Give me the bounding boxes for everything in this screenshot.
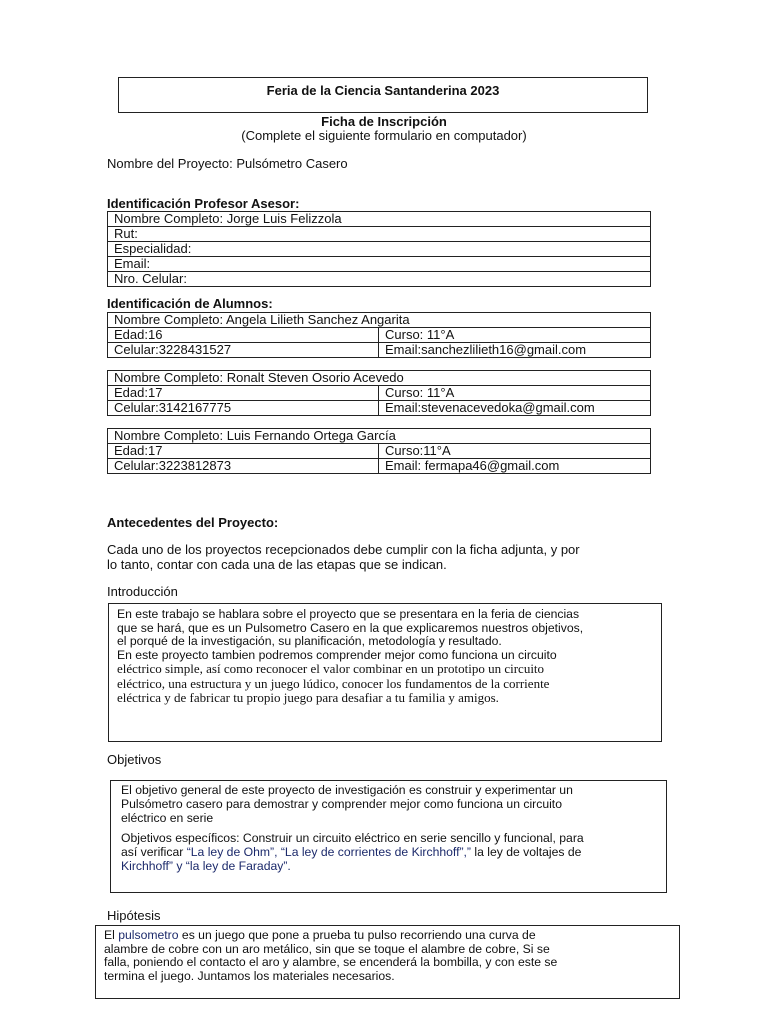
- hypothesis-text-segment: El: [104, 928, 119, 942]
- objective-line: [121, 845, 658, 859]
- objective-laws: “La ley de Ohm”, “La ley de corrientes de Kirchhoff”,”: [186, 845, 471, 859]
- objective-line: El objetivo general de este proyecto de investigación es construir y experimentar un: [121, 783, 573, 797]
- objectives-box: [110, 780, 667, 893]
- introduction-label: Introducción: [107, 584, 178, 599]
- form-title: Ficha de Inscripción: [321, 114, 447, 129]
- advisor-heading: Identificación Profesor Asesor:: [107, 196, 300, 211]
- project-name: Nombre del Proyecto: Pulsómetro Casero: [107, 156, 348, 171]
- student-age-cell: Edad:16: [108, 328, 379, 343]
- hypothesis-line: [104, 929, 673, 943]
- objective-text: la ley de voltajes de: [470, 845, 582, 859]
- intro-line: eléctrica y de fabricar tu propio juego para desafiar a tu familia y amigos.: [117, 690, 499, 705]
- intro-line: En este trabajo se hablara sobre el proyecto que se presentara en la feria de ciencias: [117, 607, 580, 621]
- hypothesis-label: Hipótesis: [107, 908, 161, 923]
- advisor-phone-cell: Nro. Celular:: [108, 272, 651, 287]
- objective-line: eléctrico en serie: [121, 811, 214, 825]
- intro-line: que se hará, que es un Pulsometro Casero en la que explicaremos nuestros objetivos,: [117, 620, 584, 635]
- student-age-cell: Edad:17: [108, 444, 379, 459]
- hypothesis-line: termina el juego. Juntamos los materiales necesarios.: [104, 968, 395, 983]
- objectives-label: Objetivos: [107, 752, 162, 767]
- students-heading: Identificación de Alumnos:: [107, 296, 273, 311]
- student-phone-cell: Celular:3142167775: [108, 401, 379, 416]
- pulsometro-term: pulsometro: [118, 928, 179, 942]
- intro-line: eléctrico, una estructura y un juego lúdico, conocer los fundamentos de la corriente: [117, 675, 550, 691]
- title-box: [118, 77, 648, 113]
- student-course-cell: Curso: 11°A: [379, 386, 651, 401]
- advisor-table: [107, 211, 651, 287]
- intro-line: el porqué de la investigación, su planificación, metodología y resultado.: [117, 634, 502, 648]
- advisor-rut-cell: Rut:: [108, 227, 651, 242]
- objective-line: Kirchhoff” y “la ley de Faraday”.: [121, 859, 291, 873]
- student-phone-cell: Celular:3228431527: [108, 343, 379, 358]
- student-table-1: [107, 312, 651, 358]
- introduction-text: [109, 604, 661, 706]
- background-line: lo tanto, contar con cada una de las etapas que se indican.: [107, 557, 447, 572]
- student-table-3: [107, 428, 651, 474]
- advisor-name-cell: Nombre Completo: Jorge Luis Felizzola: [108, 212, 651, 227]
- student-email-cell: Email:sanchezlilieth16@gmail.com: [379, 343, 651, 358]
- advisor-specialty-cell: Especialidad:: [108, 242, 651, 257]
- student-email-cell: Email: fermapa46@gmail.com: [379, 459, 651, 474]
- student-age-cell: Edad:17: [108, 386, 379, 401]
- background-heading: Antecedentes del Proyecto:: [107, 515, 279, 530]
- form-subtitle: (Complete el siguiente formulario en computador): [241, 128, 527, 143]
- student-name-cell: Nombre Completo: Luis Fernando Ortega García: [108, 429, 651, 444]
- objective-text: así verificar: [121, 845, 187, 859]
- hypothesis-line: falla, poniendo el contacto el aro y alambre, se encenderá la bombilla, y con este se: [104, 955, 558, 969]
- introduction-box: [108, 603, 662, 742]
- intro-line: En este proyecto tambien podremos comprender mejor como funciona un circuito: [117, 647, 557, 662]
- objective-line: Pulsómetro casero para demostrar y comprender mejor como funciona un circuito: [121, 797, 562, 811]
- objectives-text: [111, 781, 666, 873]
- advisor-email-cell: Email:: [108, 257, 651, 272]
- objective-line: Objetivos específicos: Construir un circuito eléctrico en serie sencillo y funcional, para: [121, 831, 584, 845]
- background-line: Cada uno de los proyectos recepcionados debe cumplir con la ficha adjunta, y por: [107, 542, 580, 557]
- hypothesis-box: [95, 925, 680, 999]
- hypothesis-text: [96, 926, 679, 983]
- hypothesis-text-segment: es un juego que pone a prueba tu pulso recorriendo una curva de: [178, 928, 536, 942]
- student-email-cell: Email:stevenacevedoka@gmail.com: [379, 401, 651, 416]
- student-phone-cell: Celular:3223812873: [108, 459, 379, 474]
- student-course-cell: Curso:11°A: [379, 444, 651, 459]
- hypothesis-line: alambre de cobre con un aro metálico, sin que se toque el alambre de cobre, Si se: [104, 941, 550, 956]
- student-course-cell: Curso: 11°A: [379, 328, 651, 343]
- background-paragraph: [107, 542, 580, 572]
- fair-title: Feria de la Ciencia Santanderina 2023: [266, 83, 500, 98]
- student-name-cell: Nombre Completo: Angela Lilieth Sanchez Angarita: [108, 313, 651, 328]
- intro-line: eléctrico simple, así como reconocer el valor combinar en un prototipo un circuito: [117, 661, 545, 676]
- student-table-2: [107, 370, 651, 416]
- student-name-cell: Nombre Completo: Ronalt Steven Osorio Acevedo: [108, 371, 651, 386]
